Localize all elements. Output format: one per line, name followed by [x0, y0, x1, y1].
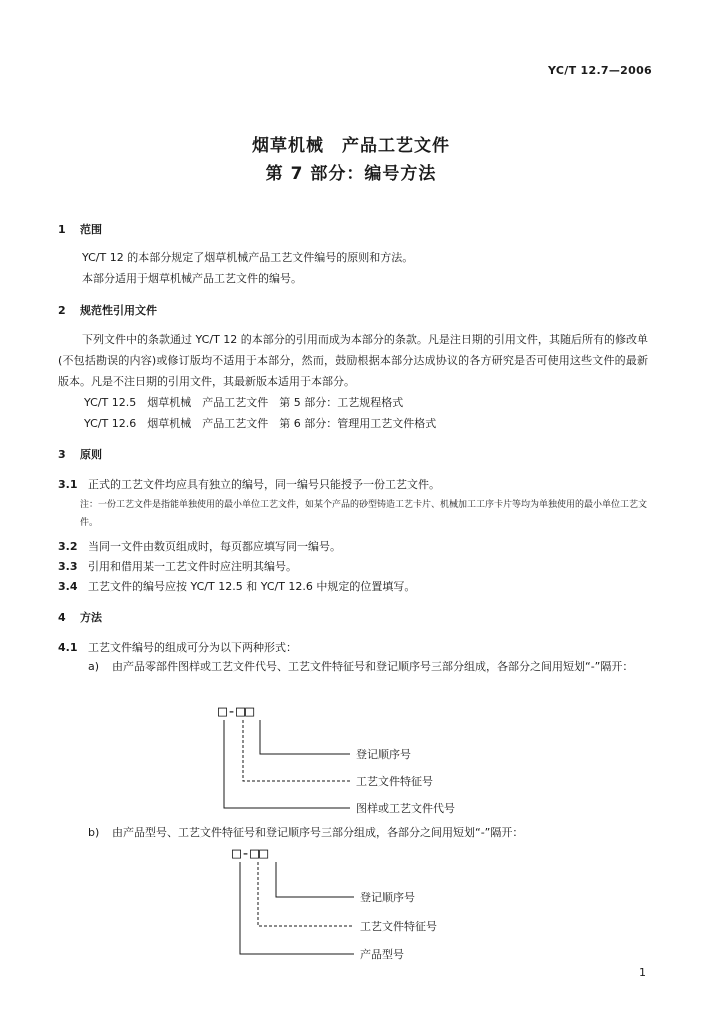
sub-item-text: 由产品零部件图样或工艺文件代号、工艺文件特征号和登记顺序号三部分组成，各部分之间用短划“-”隔开：: [112, 660, 634, 673]
section-1-paragraph-2: 本部分适用于烟草机械产品工艺文件的编号。: [82, 272, 302, 285]
leader-line-sequence: [260, 720, 350, 754]
label-product-model: 产品型号: [360, 948, 404, 960]
sub-item-marker: b): [88, 826, 100, 839]
clause-3-4: [58, 578, 415, 594]
clause-text: 引用和借用某一工艺文件时应注明其编号。: [88, 560, 297, 573]
section-title: 规范性引用文件: [80, 304, 157, 317]
reference-1: YC/T 12.5 烟草机械 产品工艺文件 第 5 部分：工艺规程格式: [84, 396, 404, 409]
leader-line-sequence: [276, 862, 354, 897]
document-title-line1: 烟草机械 产品工艺文件: [252, 136, 450, 156]
section-1-paragraph-1: YC/T 12 的本部分规定了烟草机械产品工艺文件编号的原则和方法。: [82, 251, 414, 264]
page-number: 1: [639, 966, 646, 979]
leader-line-drawing: [224, 720, 350, 808]
clause-text: 工艺文件的编号应按 YC/T 12.5 和 YC/T 12.6 中规定的位置填写。: [88, 580, 416, 593]
sub-item-marker: a): [88, 660, 100, 673]
numbering-diagram-b: [214, 840, 504, 960]
section-number: 3: [58, 448, 66, 461]
section-number: 4: [58, 611, 66, 624]
document-title-line2: 第 7 部分：编号方法: [265, 164, 437, 184]
clause-4-1: [58, 639, 297, 655]
sub-item-a: [88, 656, 648, 678]
leader-line-feature: [243, 720, 350, 781]
section-title: 方法: [80, 611, 102, 624]
clause-3-2: [58, 538, 341, 554]
note-text: 注：一份工艺文件是指能单独使用的最小单位工艺文件，如某个产品的砂型铸造工艺卡片、机械加工工序卡片等均为单独使用的最小单位工艺文件。: [80, 500, 648, 528]
document-code: YC/T 12.7—2006: [548, 64, 652, 77]
label-feature-number: 工艺文件特征号: [360, 920, 437, 933]
section-number: 2: [58, 304, 66, 317]
section-number: 1: [58, 223, 66, 236]
section-1-heading: [58, 221, 102, 237]
label-sequence-number: 登记顺序号: [356, 748, 411, 761]
code-pattern-glyph: □-□□: [218, 702, 255, 720]
clause-number: 3.3: [58, 560, 78, 573]
clause-text: 工艺文件编号的组成可分为以下两种形式：: [88, 641, 297, 654]
section-title: 范围: [80, 223, 102, 236]
clause-text: 当同一文件由数页组成时，每页都应填写同一编号。: [88, 540, 341, 553]
label-sequence-number: 登记顺序号: [360, 891, 415, 904]
clause-text: 正式的工艺文件均应具有独立的编号，同一编号只能授予一份工艺文件。: [88, 478, 440, 491]
section-title: 原则: [80, 448, 102, 461]
reference-2: YC/T 12.6 烟草机械 产品工艺文件 第 6 部分：管理用工艺文件格式: [84, 417, 437, 430]
clause-3-1: [58, 476, 440, 492]
clause-number: 4.1: [58, 641, 78, 654]
label-feature-number: 工艺文件特征号: [356, 775, 433, 788]
label-drawing-code: 图样或工艺文件代号: [356, 802, 455, 815]
code-pattern-glyph: □-□□: [232, 844, 269, 862]
leader-line-model: [240, 862, 354, 954]
section-3-heading: [58, 446, 102, 462]
leader-line-feature: [258, 862, 354, 926]
section-2-paragraph: 下列文件中的条款通过 YC/T 12 的本部分的引用而成为本部分的条款。凡是注日期的引用文件，其随后所有的修改单(不包括勘误的内容)或修订版均不适用于本部分，然而，鼓励根据本部分达成协议的各方研究是否可使用这些文件的最新版本。凡是不注日期的引用文件，其最新版本适用于本部分。: [58, 333, 648, 388]
clause-number: 3.1: [58, 478, 78, 491]
section-2-heading: [58, 302, 157, 318]
clause-3-3: [58, 558, 297, 574]
numbering-diagram-a: [200, 700, 530, 825]
sub-item-text: 由产品型号、工艺文件特征号和登记顺序号三部分组成，各部分之间用短划“-”隔开：: [112, 826, 524, 839]
clause-number: 3.2: [58, 540, 78, 553]
clause-number: 3.4: [58, 580, 78, 593]
section-4-heading: [58, 609, 102, 625]
